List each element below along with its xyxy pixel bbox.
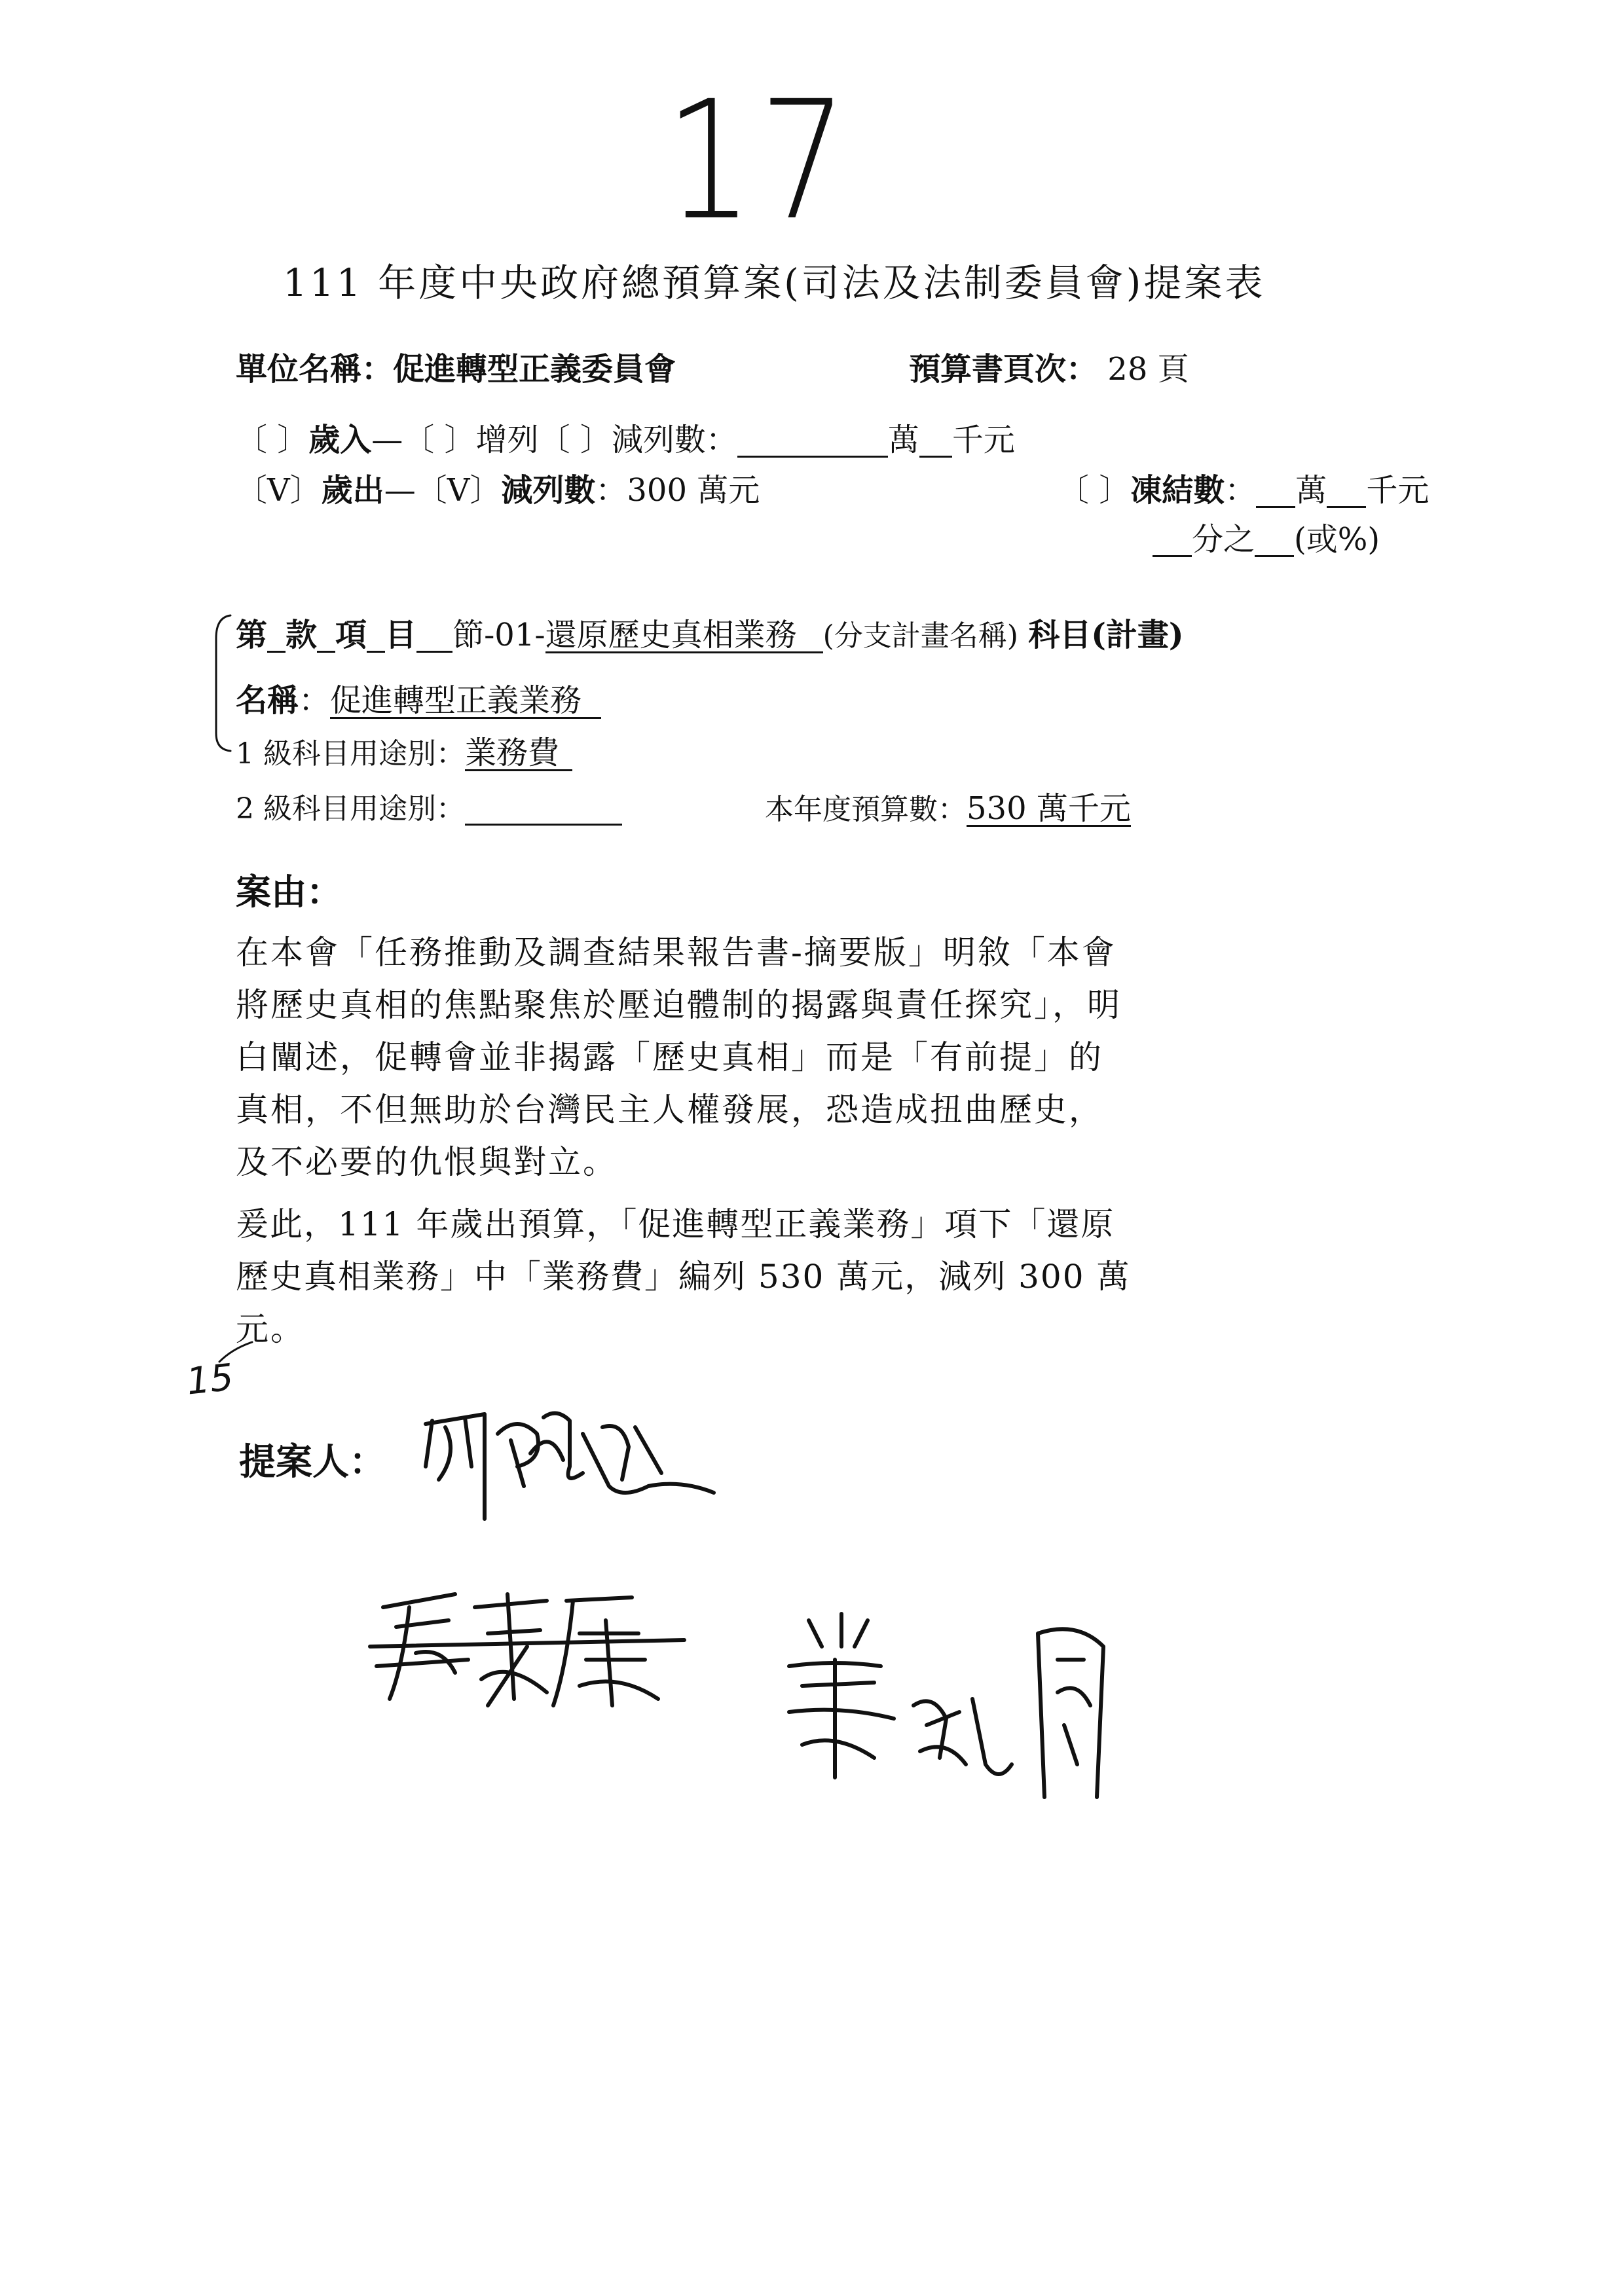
revenue-row: [236, 424, 1015, 458]
revenue-checkbox: 〔 〕: [236, 422, 309, 458]
freeze-qian: 千元: [1366, 472, 1430, 509]
fraction-or: (或%): [1294, 521, 1380, 558]
mu-blank: [416, 619, 452, 653]
budget-value: 530 萬千元: [967, 790, 1131, 827]
reason-line-3: 白闡述，促轉會並非揭露「歷史真相」而是「有前提」的: [236, 1038, 1103, 1076]
expense-dash: —: [384, 472, 416, 509]
subject-code: -01-: [484, 617, 545, 653]
unit-label: 單位名稱：: [236, 351, 394, 388]
reason-line-8: 元。: [236, 1310, 305, 1348]
increase-checkbox: 〔 〕: [403, 422, 476, 458]
page-number: 17: [665, 65, 853, 256]
margin-note-stroke: [216, 1339, 255, 1365]
fraction-blank-2: [1255, 524, 1294, 557]
jie-label: 節: [452, 617, 485, 653]
program-name: 還原歷史真相業務: [545, 619, 823, 653]
branch-hint: (分支計畫名稱): [822, 619, 1018, 653]
level2-row: [236, 792, 622, 826]
subject-plan-label: 科目(計畫): [1028, 617, 1184, 653]
kuan-label: 款: [286, 617, 318, 653]
freeze-checkbox: 〔 〕: [1058, 472, 1131, 509]
expense-checkbox: 〔V〕: [236, 472, 322, 509]
revenue-dash: —: [371, 422, 403, 458]
name-row: [236, 684, 601, 719]
kuan-blank: [317, 619, 335, 653]
reason-line-4: 真相，不但無助於台灣民主人權發展，恐造成扭曲歷史，: [236, 1091, 1103, 1129]
freeze-qian-blank: [1327, 475, 1366, 508]
reason-line-5: 及不必要的仇恨與對立。: [236, 1143, 618, 1181]
fraction-blank-1: [1153, 524, 1192, 557]
budget-page-label: 預算書頁次：: [909, 351, 1098, 388]
reason-line-2: 將歷史真相的焦點聚焦於壓迫體制的揭露與責任探究」，明: [236, 986, 1122, 1024]
reason-line-1: 在本會「任務推動及調查結果報告書-摘要版」明敘「本會: [236, 934, 1116, 972]
level1-value: 業務費: [465, 737, 572, 771]
wan-unit: 萬: [887, 422, 919, 458]
page-title: 111 年度中央政府總預算案(司法及法制委員會)提案表: [283, 261, 1266, 305]
level1-label: 1 級科目用途別：: [236, 737, 465, 771]
margin-note: 15: [184, 1356, 236, 1404]
decrease-blank: [737, 424, 888, 458]
signature-1: [386, 1388, 727, 1532]
level1-row: [236, 737, 572, 771]
freeze-row: [1058, 472, 1430, 509]
mu-label: 目: [385, 617, 417, 653]
xiang-blank: [367, 619, 385, 653]
qian-blank: [919, 424, 952, 458]
signature-3: [763, 1607, 1130, 1810]
name-value: 促進轉型正義業務: [330, 684, 601, 719]
name-label: 名稱: [236, 682, 299, 719]
expense-decrease-label: 減列數: [501, 472, 596, 509]
freeze-label: 凍結數: [1130, 472, 1225, 509]
budget-page-value: 28 頁: [1107, 351, 1189, 388]
freeze-colon: ：: [1225, 472, 1257, 509]
signature-2: [357, 1568, 724, 1725]
xiang-label: 項: [335, 617, 367, 653]
freeze-wan-blank: [1256, 475, 1295, 508]
reason-line-7: 歷史真相業務」中「業務費」編列 530 萬元，減列 300 萬: [236, 1258, 1131, 1296]
di-label: 第: [236, 617, 268, 653]
di-blank: [267, 619, 286, 653]
unit-row: [236, 351, 676, 388]
expense-row: [236, 472, 760, 509]
qian-unit: 千元: [951, 422, 1015, 458]
proposer-label: 提案人：: [239, 1440, 386, 1484]
level2-blank: [465, 792, 622, 826]
reason-heading: 案由：: [236, 871, 342, 913]
decrease-label: 減列數：: [611, 422, 737, 458]
level2-label: 2 級科目用途別：: [236, 792, 465, 826]
fraction-row: [1153, 521, 1380, 558]
expense-decrease-checkbox: 〔V〕: [415, 472, 502, 509]
decrease-checkbox: 〔 〕: [538, 422, 612, 458]
expense-label: 歲出: [321, 472, 384, 509]
increase-label: 增列: [475, 422, 539, 458]
subject-row: [236, 619, 1184, 653]
budget-row: [765, 792, 1131, 827]
expense-decrease-value: ：300 萬元: [595, 472, 760, 509]
subject-bracket: [211, 612, 237, 756]
freeze-wan: 萬: [1295, 472, 1327, 509]
budget-label: 本年度預算數：: [765, 793, 967, 826]
unit-value: 促進轉型正義委員會: [393, 351, 676, 388]
budget-page-row: [909, 351, 1189, 388]
name-colon: ：: [299, 682, 331, 719]
revenue-label: 歲入: [308, 422, 372, 458]
fraction-of: 分之: [1192, 521, 1255, 558]
reason-line-6: 爰此，111 年歲出預算，「促進轉型正義業務」項下「還原: [236, 1205, 1115, 1243]
